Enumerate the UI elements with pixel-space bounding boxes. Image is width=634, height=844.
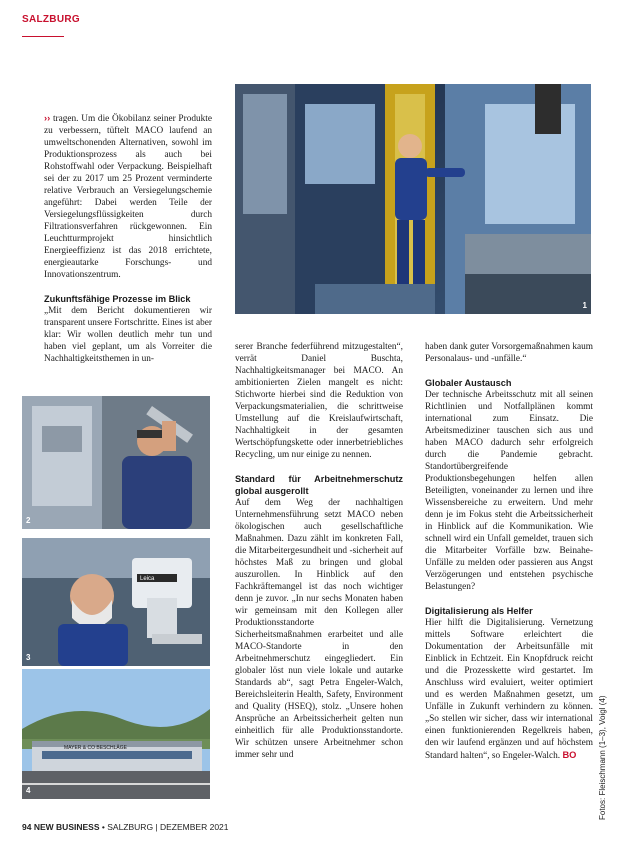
col2-paragraph-2: Auf dem Weg der nachhaltigen Unternehmensführung setzt MACO neben ökologischen auch gesellschaftliche Maßnahmen. Dazu zählt im konkreten Fall, die Mitarbeitergesundheit und -sicherheit auf höchstes Maß zu bringen und global auszurollen. In Hinblick auf den Fachkräftemangel ist das noch wichtiger denn je zuvor. „In nur sechs Monaten haben wir gemeinsam mit den Kollegen aller Produktionsstandorte Sicherheitsmaßnahmen erarbeitet und alle MACO-Standorte in den Arbeitnehmerschutz eingegliedert. Ein globaler löst nun viele lokale und autarke Standards ab“, sagt Petra Engeler-Walch, Bereichsleiterin Health, Safety, Environment and Quality (HSEQ), stolz. „Unsere hohen Ansprüche an Arbeitssicherheit gelten nun einheitlich für alle Produktionsstandorte. Wir schützen unsere Arbeitnehmer schon immer sehr und (235, 498, 403, 760)
col3-final-text: Hier hilft die Digitalisierung. Vernetzung mittels Software erleichtert die Dokumentation der Arbeitsunfälle mit Einblick in Echtzeit. Ein Knopfdruck reicht und die Prozesskette wird gestartet. Im Anschluss wird evaluiert, weiter optimiert und es werden Maßnahmen gesetzt, um Unfälle in Zukunft verhindern zu können. „So stellen wir sicher, dass wir international einen funktionierenden Regelkreis haben, den wir laufend ergänzen und auf höchstem Standard halten“, so Engeler-Walch. (425, 618, 593, 761)
photo-1-illustration (235, 84, 591, 314)
col3-heading-2: Digitalisierung als Helfer (425, 606, 533, 616)
page-footer: 94 NEW BUSINESS • SALZBURG | DEZEMBER 2021 (22, 822, 229, 832)
photo-2-illustration (22, 396, 210, 529)
column-1 (44, 112, 212, 365)
photo-credit: Fotos: Fleischmann (1–3), Voigl (4) (598, 695, 607, 820)
microscope-brand-label: Leica (140, 576, 155, 582)
col3-paragraph-2: Der technische Arbeitsschutz mit all seinen Richtlinien und Notfallplänen kommt international zum Einsatz. Die Arbeitsmediziner tauschen sich aus und haben MACO dadurch sehr erfolgreich durch die Pandemie gebracht. Standortübergreifende Produktionsbegehungen helfen allen Beteiligten, voneinander zu lernen und ihre Wissensbereiche zu erweitern. Und mehr denn je im Fokus steht die Arbeitssicherheit in Hinblick auf die Kommunikation. Wie schnell wird ein Unfall gemeldet, trauen sich die Mitarbeiter Vorfälle bzw. Beinahe-Unfälle zu melden oder passieren aus Angst Verzögerungen und entstehen psychische Belastungen? (425, 390, 593, 592)
continue-arrow-icon: ›› (44, 113, 51, 123)
photo-company-building (22, 669, 210, 799)
col3-heading-1: Globaler Austausch (425, 378, 512, 388)
footer-issue: DEZEMBER 2021 (160, 822, 229, 832)
footer-separator: • (101, 822, 105, 832)
footer-region: SALZBURG (107, 822, 154, 832)
column-2 (235, 341, 403, 761)
photo-worker-tool (22, 396, 210, 529)
photo-number: 4 (26, 786, 31, 795)
photo-worker-microscope (22, 538, 210, 666)
col3-paragraph-3 (425, 617, 593, 762)
col1-intro-text: tragen. Um die Ökobilanz seiner Produkte zu verbessern, tüftelt MACO laufend an umweltschonenden Alternativen, sowohl im Produktionsprozess als auch bei Rohstoffwahl oder Verpackung. Beispielhaft sei der zu 2017 um 25 Prozent verminderte relative Verbrauch an Versiegelungschemie angeführt: Dabei werden Teile der Versiegelungsflüssigkeiten durch Filtrationsverfahren rückgewonnen. Ein Leuchtturmprojekt hinsichtlich Energieeffizienz ist das 2018 errichtete, energieautarke Forschungs- und Innovationszentrum. (44, 114, 212, 280)
region-tag: SALZBURG (22, 14, 80, 25)
author-signature: BO (562, 750, 577, 760)
photo-number: 1 (582, 301, 587, 310)
col1-paragraph-1 (44, 112, 212, 281)
photo-number: 2 (26, 516, 31, 525)
col2-paragraph-1: serer Branche federführend mitzugestalten“, verrät Daniel Buschta, Nachhaltigkeitsmanager bei MACO. An ambitionierten Zielen mangelt es nicht: Stichworte hierbei sind die Reduktion von Verpackungsmaterialien, die schrittweise Umstellung auf die Kreislaufwirtschaft, Nachhaltigkeit in der gesamten Wertschöpfungskette oder innerbetriebliches Recycling, um nur einige zu nennen. (235, 342, 403, 460)
photo-number: 3 (26, 653, 31, 662)
photo-production-worker (235, 84, 591, 314)
publication-name: NEW BUSINESS (33, 822, 100, 832)
col1-heading: Zukunftsfähige Prozesse im Blick (44, 294, 191, 304)
col1-paragraph-2: „Mit dem Bericht dokumentieren wir transparent unsere Fortschritte. Eines ist aber klar: Wir wollen deutlich mehr tun und haben viel geplant, um als Vorreiter die Nachhaltigkeitsthemen in un- (44, 306, 212, 364)
page-number: 94 (22, 822, 32, 832)
col3-paragraph-1: haben dank guter Vorsorgemaßnahmen kaum Personalaus- und -unfälle.“ (425, 342, 593, 364)
column-3 (425, 341, 593, 762)
region-rule (22, 36, 64, 37)
photo-3-illustration (22, 538, 210, 666)
col2-heading: Standard für Arbeitnehmerschutz global ausgerollt (235, 474, 403, 496)
building-sign: MAYER & CO BESCHLÄGE (64, 745, 127, 751)
photo-4-illustration (22, 669, 210, 799)
